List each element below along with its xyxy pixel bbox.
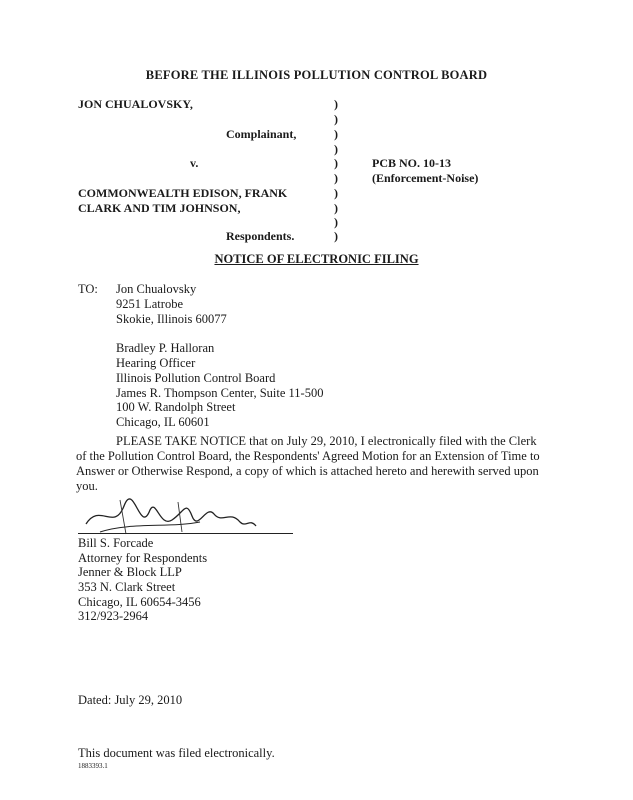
caption-paren: ) [334,97,338,111]
complainant-role: Complainant, [226,127,297,141]
case-type: (Enforcement-Noise) [372,171,479,185]
document-id: 1883393.1 [78,762,108,770]
to-label: TO: [78,282,98,296]
recipient2-line: Illinois Pollution Control Board [116,371,276,385]
caption-paren: ) [334,142,338,156]
caption-paren: ) [334,201,338,215]
recipient2-line: Chicago, IL 60601 [116,415,210,429]
signer-line: Jenner & Block LLP [78,565,182,579]
notice-paragraph [76,434,546,494]
caption-paren: ) [334,215,338,229]
footer-note: This document was filed electronically. [78,746,275,760]
signer-line: Bill S. Forcade [78,536,154,550]
caption-paren: ) [334,112,338,126]
signer-line: Attorney for Respondents [78,551,208,565]
recipient1-line: Jon Chualovsky [116,282,197,296]
caption-paren: ) [334,127,338,141]
caption-paren: ) [334,229,338,243]
recipient2-line: 100 W. Randolph Street [116,400,236,414]
recipient1-line: Skokie, Illinois 60077 [116,312,227,326]
versus-label: v. [190,156,199,170]
case-number: PCB NO. 10-13 [372,156,451,170]
signer-line: 353 N. Clark Street [78,580,176,594]
recipient2-line: Hearing Officer [116,356,196,370]
signer-line: Chicago, IL 60654-3456 [78,595,201,609]
caption-paren: ) [334,186,338,200]
caption-paren: ) [334,171,338,185]
recipient1-line: 9251 Latrobe [116,297,183,311]
complainant-name: JON CHUALOVSKY, [78,97,193,111]
respondents-line-2: CLARK AND TIM JOHNSON, [78,201,241,215]
signer-line: 312/923-2964 [78,609,149,623]
signature-line [78,533,293,534]
dated-line: Dated: July 29, 2010 [78,693,183,707]
recipient2-line: James R. Thompson Center, Suite 11-500 [116,386,324,400]
notice-body-text: PLEASE TAKE NOTICE that on July 29, 2010, I electronically filed with the Clerk of the Pollution Control Board, the Respondents' Agreed Motion for an Extension of Time to Answer or Otherwise Respond, a copy of which is attached hereto and herewith served upon you. [76,434,540,493]
court-title: BEFORE THE ILLINOIS POLLUTION CONTROL BOARD [145,68,488,82]
respondents-line-1: COMMONWEALTH EDISON, FRANK [78,186,288,200]
caption-paren: ) [334,156,338,170]
notice-title: NOTICE OF ELECTRONIC FILING [214,252,419,266]
recipient2-line: Bradley P. Halloran [116,341,215,355]
respondents-role: Respondents. [226,229,295,243]
handwritten-signature [80,492,260,542]
